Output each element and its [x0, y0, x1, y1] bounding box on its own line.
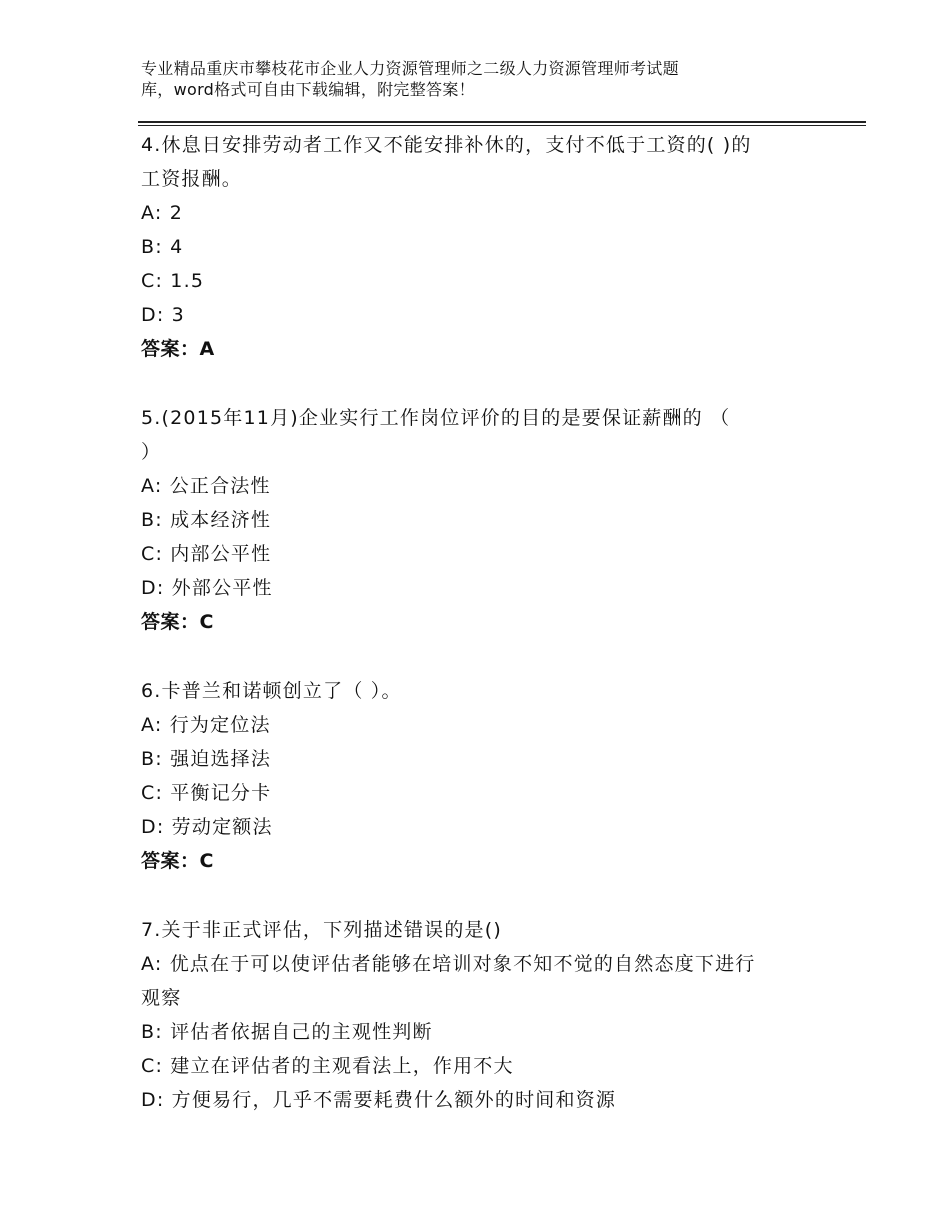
- question-4-answer: 答案：A: [141, 338, 215, 360]
- document-header: [141, 58, 781, 100]
- question-4-stem-line-2: 工资报酬。: [141, 168, 243, 190]
- question-6-stem: 6.卡普兰和诺顿创立了（ ）。: [141, 680, 402, 702]
- question-5-option-a: A: 公正合法性: [141, 475, 271, 497]
- question-7-option-d: D: 方便易行，几乎不需要耗费什么额外的时间和资源: [141, 1089, 617, 1111]
- question-5-option-d: D: 外部公平性: [141, 577, 273, 599]
- question-6-option-a: A: 行为定位法: [141, 714, 271, 736]
- header-line-1: 专业精品重庆市攀枝花市企业人力资源管理师之二级人力资源管理师考试题: [141, 59, 679, 78]
- question-5-option-c: C: 内部公平性: [141, 543, 272, 565]
- question-7-option-a: A: 优点在于可以使评估者能够在培训对象不知不觉的自然态度下进行: [141, 953, 756, 975]
- question-7-stem: 7.关于非正式评估，下列描述错误的是(): [141, 919, 502, 941]
- question-7-option-a-continued: 观察: [141, 987, 182, 1009]
- header-divider-thick: [138, 121, 866, 123]
- question-4-stem-line-1: 4.休息日安排劳动者工作又不能安排补休的，支付不低于工资的( )的: [141, 134, 752, 156]
- question-5-answer: 答案：C: [141, 611, 214, 633]
- question-6-answer: 答案：C: [141, 850, 214, 872]
- header-divider-thin: [138, 125, 866, 126]
- question-5-option-b: B: 成本经济性: [141, 509, 272, 531]
- question-4-option-b: B: 4: [141, 236, 184, 258]
- question-4-option-d: D: 3: [141, 304, 185, 326]
- question-6-option-c: C: 平衡记分卡: [141, 782, 272, 804]
- question-5-stem-line-1: 5.(2015年11月)企业实行工作岗位评价的目的是要保证薪酬的 （: [141, 407, 731, 429]
- question-5-stem-line-2: ）: [141, 441, 162, 463]
- question-7-option-c: C: 建立在评估者的主观看法上，作用不大: [141, 1055, 514, 1077]
- question-6-option-d: D: 劳动定额法: [141, 816, 273, 838]
- question-4-option-c: C: 1.5: [141, 270, 205, 292]
- question-6-option-b: B: 强迫选择法: [141, 748, 272, 770]
- question-4-option-a: A: 2: [141, 202, 183, 224]
- question-7-option-b: B: 评估者依据自己的主观性判断: [141, 1021, 433, 1043]
- header-line-2: 库，word格式可自由下载编辑，附完整答案！: [141, 80, 475, 99]
